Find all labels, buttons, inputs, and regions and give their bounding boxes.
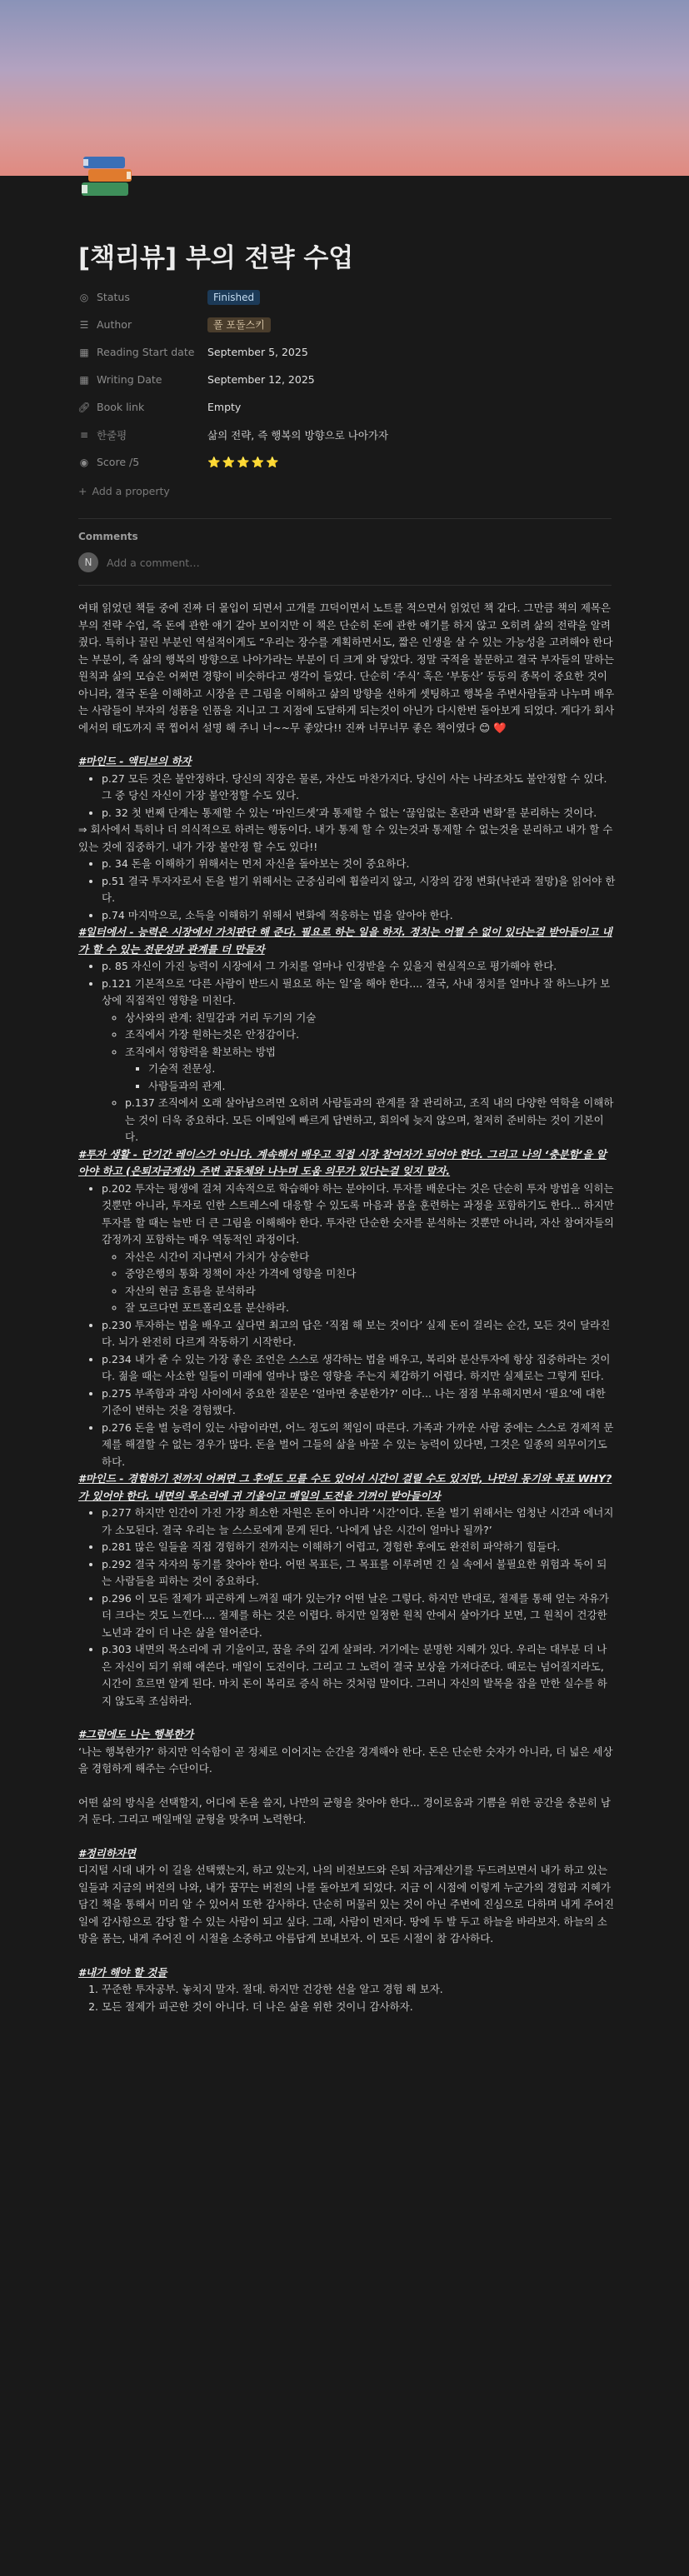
bullet-list: [78, 1505, 616, 1710]
status-icon: ◎: [79, 291, 89, 303]
books-icon[interactable]: [78, 147, 138, 205]
list-item[interactable]: • p.121 기본적으로 ‘다른 사람이 반드시 필요로 하는 일’을 해야 한다.... 결국, 사내 정치를 얼마나 잘 하느냐가 보상에 직접적인 영향을 미친다. ◦ 상사와의 관계: 친밀감과 거리 두기의 기술 ◦ 조직에서 가장 원하는것은 안정감이다. ◦ 조직에서 영향력을 확보하는 방법 ▪ 기술적 전문성. ▪ 사람들과의 관계. ◦ p.137 조직에서 오래 살아남으려면 오히려 사람들과의 관계를 잘 관리하고, 조직 내의 다양한 역학을 이해하는 것이 더욱 중요하다. 모든 이메일에 빠르게 답변하고, 회의에 늦지 않으며, 철저히 준비하는 것이 기본이다.: [102, 976, 616, 1146]
divider: [78, 518, 612, 519]
list-item[interactable]: ▪ 사람들과의 관계.: [148, 1078, 616, 1096]
sub-list: [102, 1249, 616, 1317]
bullet-list: [78, 958, 616, 1146]
list-item[interactable]: ▪ 기술적 전문성.: [148, 1061, 616, 1078]
bullet-list: [78, 771, 616, 822]
section-heading[interactable]: #그럼에도 나는 행복한가: [78, 1728, 194, 1740]
list-item[interactable]: ◦ 잘 모르다면 포트폴리오를 분산하라.: [125, 1300, 616, 1317]
writing-date-value[interactable]: September 12, 2025: [207, 373, 315, 386]
list-item[interactable]: • p.281 많은 일들을 직접 경험하기 전까지는 이해하기 어렵고, 경험한 후에도 완전히 파악하기 힘들다.: [102, 1539, 616, 1556]
list-item[interactable]: ◦ 자산의 현금 흐름을 분석하라: [125, 1283, 616, 1300]
list-item[interactable]: • p.276 돈을 벌 능력이 있는 사람이라면, 어느 정도의 책임이 따른다. 가족과 가까운 사람 중에는 스스로 경제적 문제를 해결할 수 없는 경우가 많다. 돈을 벌어 그들의 삶을 바꿀 수 있는 능력이 있다면, 그것은 일종의 의무이기도 하다.: [102, 1420, 616, 1471]
property-writing-date[interactable]: ▦ Writing Date September 12, 2025: [79, 373, 315, 386]
list-item[interactable]: ◦ p.137 조직에서 오래 살아남으려면 오히려 사람들과의 관계를 잘 관리하고, 조직 내의 다양한 역학을 이해하는 것이 더욱 중요하다. 모든 이메일에 빠르게 답변하고, 회의에 늦지 않으며, 철저히 준비하는 것이 기본이다.: [125, 1095, 616, 1146]
paragraph[interactable]: 어떤 삶의 방식을 선택할지, 어디에 돈을 쓸지, 나만의 균형을 찾아야 한다... 경이로움과 기쁨을 위한 공간을 충분히 남겨 둔다. 그리고 매일매일 균형을 맞추며 노력한다.: [78, 1795, 611, 1825]
text-icon: ≡: [79, 428, 89, 441]
divider: [78, 585, 612, 586]
list-item[interactable]: ◦ 상사와의 관계: 친밀감과 거리 두기의 기술: [125, 1010, 616, 1027]
paragraph[interactable]: 디지털 시대 내가 이 길을 선택했는지, 하고 있는지, 나의 비전보드와 은퇴 자금계산기를 두드려보면서 내가 하고 있는 일들과 지금의 버전의 나와, 내가 꿈꾸는 버전의 나를 돌아보게 되었다. 지금 이 시점에 이렇게 누군가의 경험과 지혜가 담긴 책을 통해서 미리 알 수 있어서 또한 감사하다. 단순히 머물러 있는 것이 아닌 주변에 진심으로 다하며 내게 주어진 일에 감사함으로 감당 할 수 있는 사람이 되고 싶다. 그래, 사람이 먼저다. 땅에 두 발 두고 하늘을 바라보자. 하늘의 소망을 품는, 내게 주어진 이 시절을 소중하고 아름답게 보내보자. 이 모든 시절이 참 감사하다.: [78, 1864, 615, 1944]
list-item[interactable]: ◦ 중앙은행의 통화 정책이 자산 가격에 영향을 미친다: [125, 1266, 616, 1283]
list-item[interactable]: • p.292 결국 자자의 동기를 찾아야 한다. 어떤 목표든, 그 목표를 이루려면 긴 실 속에서 불필요한 위험과 독이 되는 사람들을 피하는 것이 중요하다.: [102, 1556, 616, 1590]
score-stars[interactable]: ⭐⭐⭐⭐⭐: [207, 455, 281, 468]
list-item[interactable]: ◦ 조직에서 영향력을 확보하는 방법 ▪ 기술적 전문성. ▪ 사람들과의 관계.: [125, 1044, 616, 1096]
list-item[interactable]: • p.74 마지막으로, 소득을 이해하기 위해서 변화에 적응하는 법을 알아야 한다.: [102, 907, 616, 925]
section-heading[interactable]: #마인드 - 경험하기 전까지 어쩌면 그 후에도 모를 수도 있어서 시간이 걸릴 수도 있지만, 나만의 동기와 목표 WHY?가 있어야 한다. 내면의 목소리에 귀 기울이고 매일의 도전을 기꺼이 받아들이자: [78, 1472, 612, 1502]
page-title[interactable]: [책리뷰] 부의 전략 수업: [78, 243, 354, 273]
list-item[interactable]: ◦ 조직에서 가장 원하는것은 안정감이다.: [125, 1026, 616, 1044]
property-author[interactable]: ☰ Author 폴 포돌스키: [78, 311, 612, 338]
reading-start-value[interactable]: September 5, 2025: [207, 346, 308, 358]
note-paragraph[interactable]: ⇒ 회사에서 특히나 더 의식적으로 하려는 행동이다. 내가 통제 할 수 있는것과 통제할 수 없는것을 분리하고 내가 할 수 있는 것에 집중하기. 내가 가장 불안정 할 수도 있다!!: [78, 823, 613, 853]
list-item[interactable]: ◦ 자산은 시간이 지나면서 가치가 상승한다: [125, 1249, 616, 1266]
property-score[interactable]: ◉ Score /5 ⭐⭐⭐⭐⭐: [79, 455, 281, 468]
calendar-icon: ▦: [79, 346, 89, 358]
list-item[interactable]: • p.275 부족함과 과잉 사이에서 중요한 질문은 ‘얼마면 충분한가?’ 이다... 나는 점점 부유해지면서 ‘필요’에 대한 기준이 변하는 것을 경험했다.: [102, 1385, 616, 1420]
avatar: N: [78, 552, 98, 572]
property-status[interactable]: ◎ Status Finished: [78, 283, 612, 311]
numbered-list: [78, 1981, 616, 2015]
section-heading[interactable]: #내가 해야 할 것들: [78, 1965, 167, 1979]
section-heading[interactable]: #투자 생활 - 단기간 레이스가 아니다. 계속해서 배우고 직접 시장 참여자가 되어야 한다. 그리고 나의 ‘충분함’을 알아야 하고 (은퇴자금계산) 주변 공동체와 나누며 도움 의무가 있다는걸 잊지 말자.: [78, 1147, 607, 1177]
book-link-value[interactable]: Empty: [207, 401, 242, 413]
list-item[interactable]: 1. 꾸준한 투자공부. 놓치지 말자. 절대. 하지만 건강한 선을 알고 경험 해 보자.: [102, 1981, 616, 1999]
list-item[interactable]: • p. 32 첫 번째 단계는 통제할 수 있는 ‘마인드셋’과 통제할 수 없는 ‘끊임없는 혼란과 변화’를 분리하는 것이다.: [102, 805, 616, 822]
list-item[interactable]: 2. 모든 절제가 피곤한 것이 아니다. 더 나은 삶을 위한 것이니 감사하자.: [102, 1999, 616, 2016]
list-icon: ☰: [79, 318, 89, 331]
intro-paragraph[interactable]: 여태 읽었던 책들 중에 진짜 더 몰입이 되면서 고개를 끄덕이면서 노트를 적으면서 읽었던 책 같다. 그만큼 책의 제목은 부의 전략 수업, 즉 돈에 관한 얘기 같아 보이지만 이 책은 단순히 돈에 관한 얘기를 하지 않고 오히려 삶의 전략을 알려줬다. 특히나 끌린 부분인 역설적이게도 “우리는 장수를 계획하면서도, 짧은 인생을 살 수 있는 가능성을 고려해야 한다는 부분이, 즉 삶의 행복의 방향으로 나아가라는 부분이 더 크게 와 닿았다. 정말 국적을 불문하고 결국 부자들의 말하는 원칙과 삶의 모습은 어쩌면 경향이 비슷하다고 생각이 들었다. 단순히 ‘주식’ 혹은 ‘부동산’ 등등의 종목이 중요한 것이 아니라, 결국 돈을 이해하고 시장을 큰 그림을 이해하고 삶의 방향을 선하게 셋팅하고 행복을 주변사람들과 나누며 배우는 사람들이 부자의 성품을 인품을 지니고 그 지점에 도달하게 되는것이 아닌가 다시한번 돌아보게 되었다. 게다가 회사에서의 태도까지 콕 찝어서 설명 해 주니 너~~무 좋았다!! 진짜 너무너무 좋은 책이였다 😊 ❤️: [78, 602, 615, 734]
score-icon: ◉: [79, 456, 89, 468]
list-item[interactable]: • p. 34 돈을 이해하기 위해서는 먼저 자신을 돌아보는 것이 중요하다.: [102, 856, 616, 873]
section-heading[interactable]: #정리하자면: [78, 1846, 137, 1860]
list-item[interactable]: • p. 85 자신이 가진 능력이 시장에서 그 가치를 얼마나 인정받을 수 있을지 현실적으로 평가해야 한다.: [102, 958, 616, 976]
list-item[interactable]: • p.234 내가 줄 수 있는 가장 좋은 조언은 스스로 생각하는 법을 배우고, 복리와 분산투자에 항상 집중하라는 것이다. 젊을 때는 사소한 일들이 미래에 얼마나 많은 영향을 주는지 체감하기 어렵다. 하지만 실제로는 그렇게 된다.: [102, 1351, 616, 1385]
author-tag[interactable]: 폴 포돌스키: [207, 317, 271, 332]
paragraph[interactable]: ‘나는 행복한가?’ 하지만 익숙함이 곧 정체로 이어지는 순간을 경계해야 한다. 돈은 단순한 숫자가 아니라, 더 넓은 세상을 경험하게 해주는 수단이다.: [78, 1745, 613, 1775]
sub-sub-list: [125, 1061, 616, 1095]
list-item[interactable]: • p.303 내면의 목소리에 귀 기울이고, 꿈을 주의 깊게 살펴라. 거기에는 분명한 지혜가 있다. 우리는 대부분 더 나은 자신이 되기 위해 애쓴다. 매일이 도전이다. 그리고 그 노력이 결국 보상을 가져다준다. 때로는 넘어질지라도, 시간이 흐르면 알게 된다. 마치 돈이 복리로 증식 하는 것처럼 말이다. 그러니 자신의 발목을 잡을 만한 실수를 하지 않도록 조심하라.: [102, 1641, 616, 1710]
property-book-link[interactable]: 🔗︎ Book link Empty: [77, 401, 242, 413]
properties-panel: [78, 283, 612, 505]
bullet-list: [78, 1181, 616, 1471]
list-item[interactable]: • p.51 결국 투자자로서 돈을 벌기 위해서는 군중심리에 휩쓸리지 않고, 시장의 감정 변화(낙관과 절망)을 읽어야 한다.: [102, 873, 616, 907]
status-badge[interactable]: Finished: [207, 290, 260, 305]
link-icon: 🔗︎: [77, 401, 91, 413]
section-heading[interactable]: #마인드 - 액티브의 하자: [78, 755, 192, 767]
calendar-icon: ▦: [79, 373, 89, 386]
list-item[interactable]: • p.202 투자는 평생에 걸쳐 지속적으로 학습해야 하는 분야이다. 투자를 배운다는 것은 단순히 투자 방법을 익히는 것뿐만 아니라, 투자로 인한 스트레스에 대응할 수 있도록 마음과 몸을 훈련하는 과정을 포함하기도 한다... 하지만 투자를 할 때는 늘반 더 큰 그림을 이해해야 한다. 투자란 단순한 숫자를 분석하는 것뿐만 아니라, 자산 참여자들의 감정까지 포함하는 매우 역동적인 과정이다. ◦ 자산은 시간이 지나면서 가치가 상승한다 ◦ 중앙은행의 통화 정책이 자산 가격에 영향을 미친다 ◦ 자산의 현금 흐름을 분석하라 ◦ 잘 모르다면 포트폴리오를 분산하라.: [102, 1181, 616, 1317]
section-heading[interactable]: #일터에서 - 능력은 시장에서 가치판단 해 준다. 필요로 하는 일을 하자. 정치는 어쩔 수 없이 있다는걸 받아들이고 내가 할 수 있는 전문성과 관계를 더 만들자: [78, 926, 612, 956]
sub-list: [102, 1010, 616, 1146]
list-item[interactable]: • p.277 하지만 인간이 가진 가장 희소한 자원은 돈이 아니라 ‘시간’이다. 돈을 벌기 위해서는 엄청난 시간과 에너지가 소모된다. 결국 우리는 늘 스스로에게 묻게 된다. ‘나에게 남은 시간이 얼마나 될까?’: [102, 1505, 616, 1539]
list-item[interactable]: • p.27 모든 것은 불안정하다. 당신의 직장은 물론, 자산도 마찬가지다. 당신이 사는 나라조차도 불안정할 수 있다. 그 중 당신 자신이 가장 불안정할 수도 있다.: [102, 771, 616, 805]
comment-input-row[interactable]: [78, 552, 200, 572]
page-body: [78, 600, 616, 2015]
bullet-list: [78, 856, 616, 924]
one-line-review-value[interactable]: 삶의 전략, 즉 행복의 방향으로 나아가자: [207, 428, 389, 442]
comment-input[interactable]: Add a comment…: [107, 556, 200, 569]
comments-heading: Comments: [78, 531, 138, 542]
property-reading-start[interactable]: ▦ Reading Start date September 5, 2025: [79, 346, 308, 358]
property-one-line-review[interactable]: ≡ 한줄평 삶의 전략, 즉 행복의 방향으로 나아가자: [79, 428, 389, 442]
list-item[interactable]: • p.296 이 모든 절제가 피곤하게 느껴질 때가 있는가? 어떤 날은 그렇다. 하지만 반대로, 절제를 통해 얻는 자유가 더 크다는 것도 느낀다.... 절제를 하는 것은 이렵다. 하지만 일정한 원칙 안에서 살아가다 보면, 그 원칙이 건강한 노년과 같이 더 나은 삶을 열어준다.: [102, 1590, 616, 1642]
add-property-button[interactable]: + Add a property: [78, 485, 170, 497]
plus-icon: +: [78, 485, 87, 497]
list-item[interactable]: • p.230 투자하는 법을 배우고 싶다면 최고의 답은 ‘직접 해 보는 것이다’ 실제 돈이 걸리는 순간, 모든 것이 달라진다. 뇌가 완전히 다르게 작동하기 시작한다.: [102, 1317, 616, 1351]
